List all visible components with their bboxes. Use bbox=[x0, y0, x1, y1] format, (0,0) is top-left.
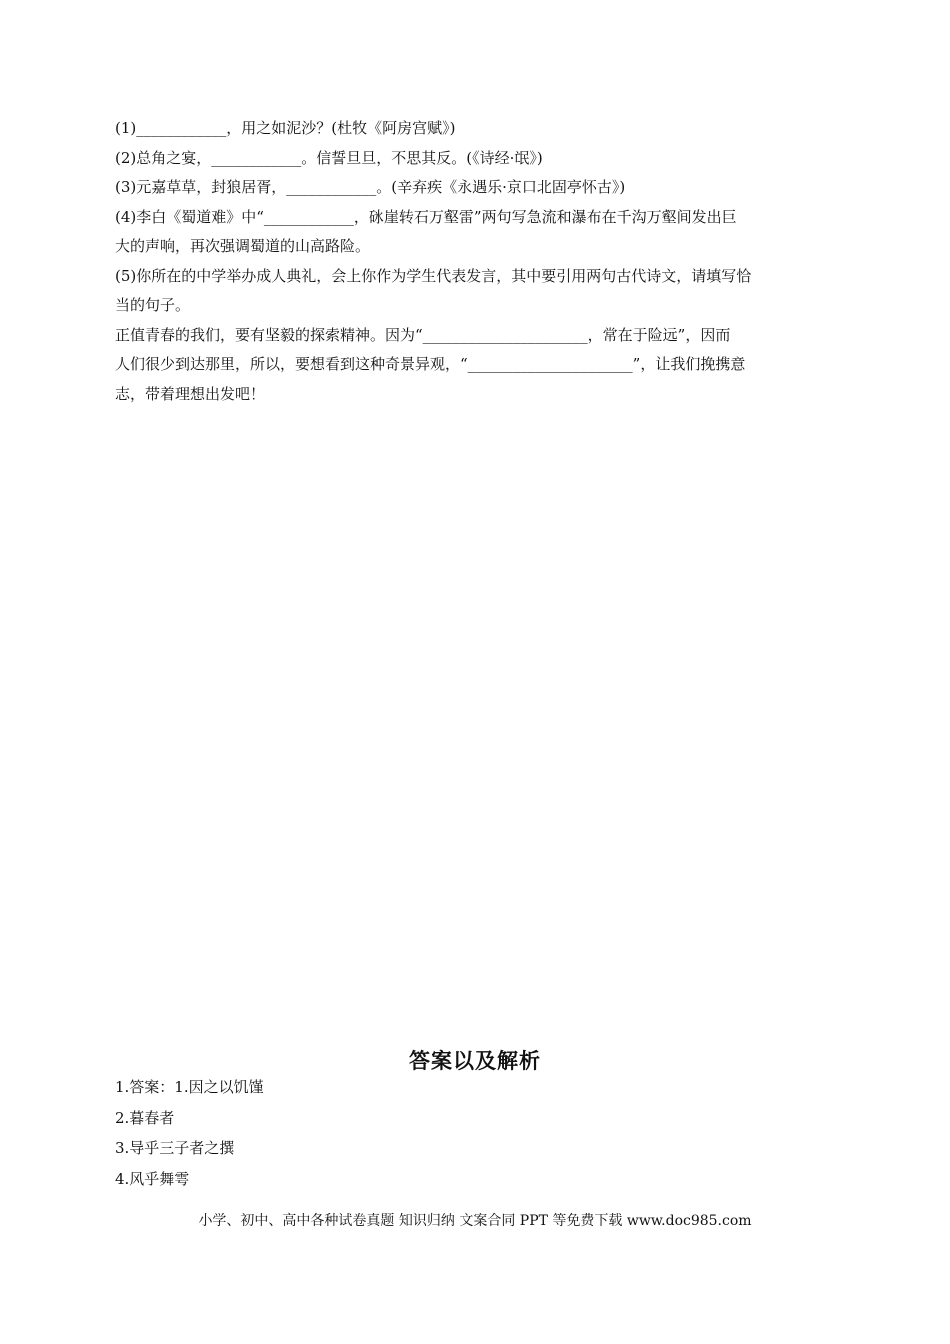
passage-line-2: 人们很少到达那里，所以，要想看到这种奇景异观，“______________________”，让我们挽携意 bbox=[115, 355, 746, 373]
question-4-line-2: 大的声响，再次强调蜀道的山高路险。 bbox=[115, 237, 371, 255]
question-4-line-1: (4)李白《蜀道难》中“____________，砯崖转石万壑雷”两句写急流和瀑布在千沟万壑间发出巨 bbox=[115, 207, 737, 226]
question-5-line-2: 当的句子。 bbox=[115, 296, 191, 314]
passage-line-3: 志，带着理想出发吧！ bbox=[115, 384, 266, 403]
answer-item-4: 4.风乎舞雩 bbox=[115, 1169, 190, 1188]
passage-line-1: 正值青春的我们，要有坚毅的探索精神。因为“______________________，常在于险远”，因而 bbox=[115, 325, 731, 344]
question-5-line-1: (5)你所在的中学举办成人典礼，会上你作为学生代表发言，其中要引用两句古代诗文，请填写恰 bbox=[115, 266, 752, 285]
questions-section bbox=[115, 114, 830, 409]
answers-list bbox=[115, 1072, 830, 1194]
answer-item-2: 2.暮春者 bbox=[115, 1108, 175, 1127]
question-3: (3)元嘉草草，封狼居胥，____________。(辛弃疾《永遇乐·京口北固亭怀古》) bbox=[115, 178, 626, 196]
page-footer: 小学、初中、高中各种试卷真题 知识归纳 文案合同 PPT 等免费下载 www.doc985.com bbox=[198, 1213, 752, 1229]
answer-item-1: 1.答案：1.因之以饥馑 bbox=[115, 1078, 264, 1096]
answers-heading: 答案以及解析 bbox=[409, 1049, 541, 1073]
question-1: (1)____________，用之如泥沙？(杜牧《阿房宫赋》) bbox=[115, 119, 456, 137]
answer-item-3: 3.导乎三子者之撰 bbox=[115, 1139, 235, 1157]
question-2: (2)总角之宴，____________。信誓旦旦，不思其反。(《诗经·氓》) bbox=[115, 148, 543, 167]
